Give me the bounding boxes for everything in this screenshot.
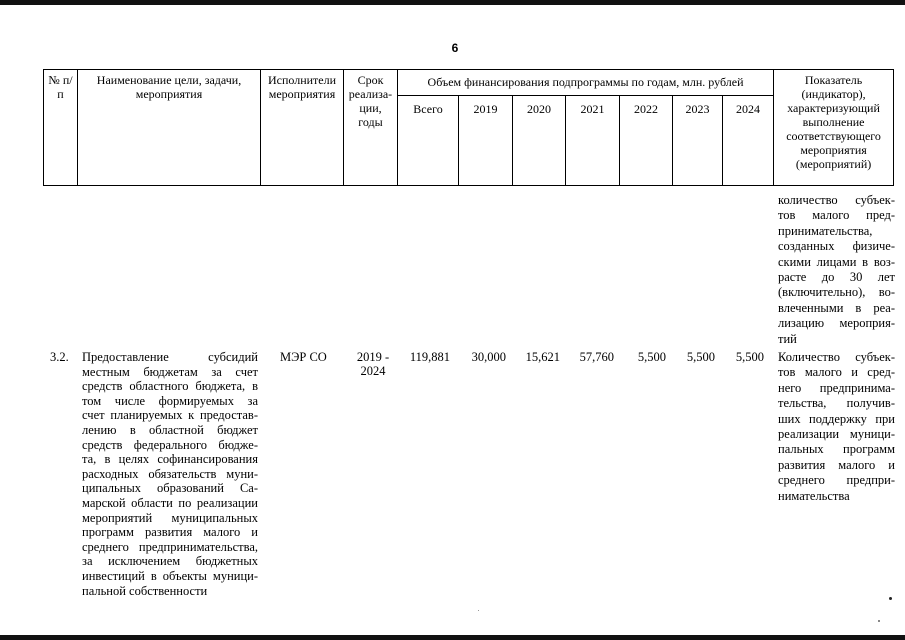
header-funding: Объем финансирования подпрограммы по годам, млн. рублей (398, 70, 774, 96)
header-indicator: Показатель (индикатор), характеризующий выполнение соответствующего мероприятия (мероприятий) (774, 70, 894, 186)
row-total: 119,881 (409, 350, 450, 364)
scan-speck (478, 610, 479, 611)
header-number: № п/п (44, 70, 78, 186)
bottom-border (0, 635, 905, 640)
continued-indicator-text: количество субъек- тов малого пред- принимательства, созданных физиче- скими лицами в воз- расте до 30 лет (включительно), во- влеченными в реа- лизацию мероприя- тий (778, 193, 895, 346)
row-value-2020: 15,621 (525, 350, 560, 364)
header-year: 2019 (459, 96, 513, 186)
row-executor: МЭР СО (280, 350, 327, 364)
page-number: 6 (451, 41, 459, 55)
header-year: 2022 (620, 96, 673, 186)
table-header (43, 69, 894, 186)
row-value-2019: 30,000 (471, 350, 506, 364)
header-year: 2023 (673, 96, 723, 186)
header-executors: Исполнители мероприятия (261, 70, 344, 186)
header-year: 2021 (566, 96, 620, 186)
scan-speck (878, 620, 880, 622)
scan-speck (889, 597, 892, 600)
row-value-2022: 5,500 (637, 350, 666, 364)
row-value-2024: 5,500 (735, 350, 764, 364)
header-term: Срок реализа-ции, годы (344, 70, 398, 186)
top-border (0, 0, 905, 5)
header-total: Всего (398, 96, 459, 186)
row-name: Предоставление субсидий местным бюджетам за счет средств областного бюджета, в том числе формируемых за счет планируемых к предостав- лению в областной бюджет средств федерального бюдже- та, в целях софинансирования расходных обязательств муни- ципальных образований Са- марской области по реализации мероприятий муниципальных программ развития малого и среднего предпринимательства, за исключением бюджетных инвестиций в объекты муници- пальной собственности (82, 350, 258, 598)
row-number: 3.2. (50, 350, 69, 364)
row-value-2023: 5,500 (686, 350, 715, 364)
row-value-2021: 57,760 (579, 350, 614, 364)
row-indicator: Количество субъек- тов малого и сред- него предпринима- тельства, получив- ших поддержку при реализации муници- пальных программ развития малого и среднего предпри- нимательства (778, 350, 895, 503)
row-term: 2019 - 2024 (356, 350, 390, 379)
header-name: Наименование цели, задачи, мероприятия (78, 70, 261, 186)
header-year: 2020 (513, 96, 566, 186)
header-year: 2024 (723, 96, 774, 186)
